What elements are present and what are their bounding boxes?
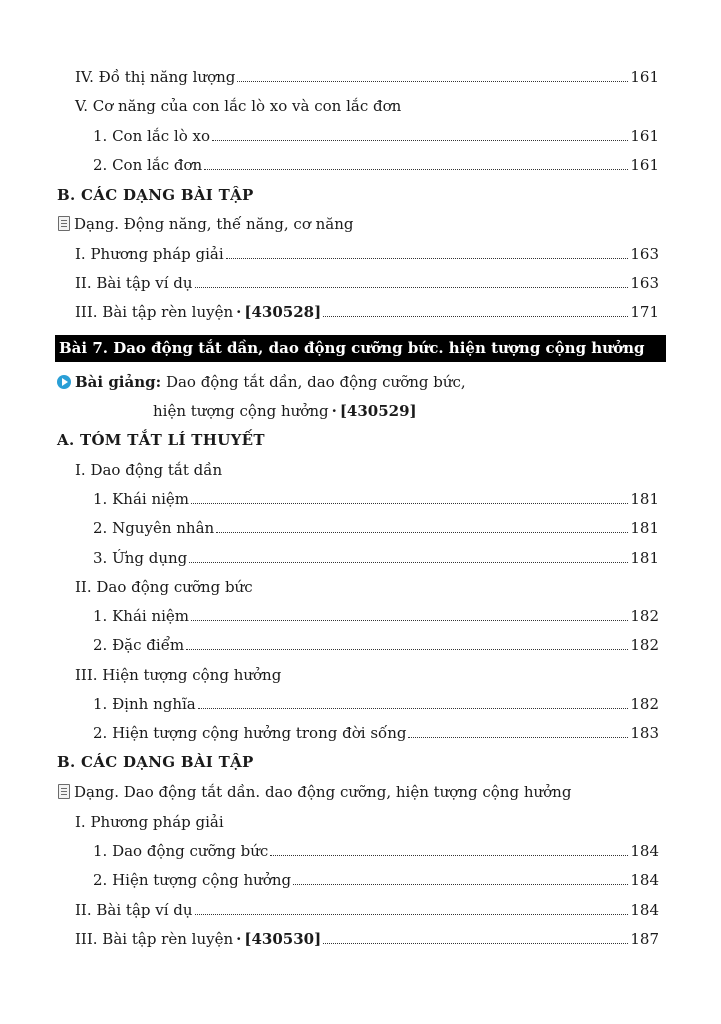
leader-dots	[293, 884, 628, 885]
toc-entry[interactable]	[93, 840, 659, 862]
leader-dots	[237, 81, 628, 82]
leader-dots	[189, 562, 628, 563]
lecture-code: [430529]	[339, 402, 417, 420]
leader-dots	[198, 708, 629, 709]
play-icon	[57, 375, 71, 389]
toc-page-number: 181	[630, 549, 659, 567]
toc-entry[interactable]	[75, 301, 659, 323]
toc-entry-label: III. Hiện tượng cộng hưởng	[75, 666, 282, 684]
section-heading: A. TÓM TẮT LÍ THUYẾT	[57, 431, 265, 449]
toc-entry[interactable]	[93, 605, 659, 627]
toc-entry[interactable]	[75, 899, 659, 921]
toc-entry[interactable]	[93, 154, 659, 176]
leader-dots	[323, 943, 628, 944]
leader-dots	[191, 503, 628, 504]
toc-entry[interactable]	[75, 664, 281, 686]
notebook-icon	[58, 784, 70, 799]
leader-dots	[212, 140, 628, 141]
lecture-line-2: hiện tượng cộng hưởng	[153, 402, 329, 420]
leader-dots	[195, 914, 629, 915]
section-heading: B. CÁC DẠNG BÀI TẬP	[57, 753, 254, 771]
exercise-code: [430528]	[244, 303, 322, 321]
toc-entry-label: I. Phương pháp giải	[75, 813, 224, 831]
exercise-code: [430530]	[244, 930, 322, 948]
toc-page-number: 184	[630, 842, 659, 860]
toc-page-number: 171	[630, 303, 659, 321]
toc-entry[interactable]	[93, 488, 659, 510]
toc-page-number: 163	[630, 274, 659, 292]
exercise-type-label: Dạng. Dao động tắt dần. dao động cưỡng, hiện tượng cộng hưởng	[74, 783, 572, 801]
toc-page-number: 161	[630, 156, 659, 174]
toc-entry[interactable]	[75, 66, 659, 88]
toc-page-number: 184	[630, 901, 659, 919]
toc-entry-label: 2. Hiện tượng cộng hưởng	[93, 871, 292, 889]
toc-entry-label: II. Bài tập ví dụ	[75, 901, 193, 919]
leader-dots	[323, 316, 628, 317]
toc-entry-label: II. Dao động cưỡng bức	[75, 578, 253, 596]
toc-entry-label: I. Dao động tắt dần	[75, 461, 223, 479]
toc-page-number: 184	[630, 871, 659, 889]
toc-entry-label: 1. Dao động cưỡng bức	[93, 842, 269, 860]
toc-page-number: 182	[630, 695, 659, 713]
toc-page-number: 161	[630, 68, 659, 86]
section-heading: B. CÁC DẠNG BÀI TẬP	[57, 186, 254, 204]
toc-page-number: 187	[630, 930, 659, 948]
toc-entry[interactable]	[93, 693, 659, 715]
toc-entry[interactable]	[75, 928, 659, 950]
toc-entry[interactable]	[93, 125, 659, 147]
leader-dots	[195, 287, 629, 288]
notebook-icon	[58, 216, 70, 231]
leader-dots	[226, 258, 629, 259]
leader-dots	[204, 169, 628, 170]
toc-entry[interactable]	[75, 576, 253, 598]
leader-dots	[216, 532, 628, 533]
toc-entry[interactable]	[93, 722, 659, 744]
toc-entry-label: II. Bài tập ví dụ	[75, 274, 193, 292]
toc-entry[interactable]	[93, 869, 659, 891]
toc-entry[interactable]	[93, 517, 659, 539]
toc-entry[interactable]	[75, 243, 659, 265]
toc-entry[interactable]	[93, 634, 659, 656]
exercise-type[interactable]	[58, 213, 354, 235]
toc-entry[interactable]	[75, 272, 659, 294]
exercise-type[interactable]	[58, 781, 571, 803]
toc-entry-label: I. Phương pháp giải	[75, 245, 224, 263]
toc-entry[interactable]	[75, 95, 401, 117]
toc-entry-label: III. Bài tập rèn luyện	[75, 930, 234, 948]
exercise-type-label: Dạng. Động năng, thế năng, cơ năng	[74, 215, 354, 233]
separator: ·	[331, 402, 337, 420]
toc-entry-label: 2. Con lắc đơn	[93, 156, 203, 174]
separator: ·	[236, 930, 242, 948]
toc-page-number: 163	[630, 245, 659, 263]
toc-entry[interactable]	[75, 811, 224, 833]
lesson-title-bar[interactable]	[55, 335, 666, 362]
leader-dots	[270, 855, 628, 856]
toc-entry-label: 1. Khái niệm	[93, 607, 190, 625]
toc-entry-label: 2. Nguyên nhân	[93, 519, 215, 537]
toc-page-number: 181	[630, 490, 659, 508]
toc-entry[interactable]	[93, 547, 659, 569]
leader-dots	[408, 737, 628, 738]
toc-entry-label: 1. Định nghĩa	[93, 695, 196, 713]
leader-dots	[191, 620, 628, 621]
toc-entry-label: III. Bài tập rèn luyện	[75, 303, 234, 321]
lecture-line-1: Dao động tắt dần, dao động cưỡng bức,	[165, 373, 466, 391]
lecture-link[interactable]	[57, 371, 466, 393]
toc-entry[interactable]	[75, 459, 222, 481]
toc-entry-label: 1. Con lắc lò xo	[93, 127, 211, 145]
lesson-title: Bài 7. Dao động tắt dần, dao động cưỡng bức. hiện tượng cộng hưởng	[59, 339, 645, 357]
toc-page-number: 182	[630, 636, 659, 654]
leader-dots	[186, 649, 628, 650]
separator: ·	[236, 303, 242, 321]
lecture-prefix: Bài giảng:	[75, 373, 162, 391]
toc-entry-label: 3. Ứng dụng	[93, 549, 188, 567]
toc-entry-label: 2. Đặc điểm	[93, 636, 185, 654]
lecture-line-2-row[interactable]	[153, 400, 417, 422]
toc-page-number: 182	[630, 607, 659, 625]
toc-page-number: 183	[630, 724, 659, 742]
toc-entry-label: V. Cơ năng của con lắc lò xo và con lắc đơn	[75, 97, 402, 115]
toc-entry-label: 1. Khái niệm	[93, 490, 190, 508]
toc-entry-label: IV. Đồ thị năng lượng	[75, 68, 236, 86]
toc-page-number: 161	[630, 127, 659, 145]
toc-entry-label: 2. Hiện tượng cộng hưởng trong đời sống	[93, 724, 407, 742]
toc-page-number: 181	[630, 519, 659, 537]
